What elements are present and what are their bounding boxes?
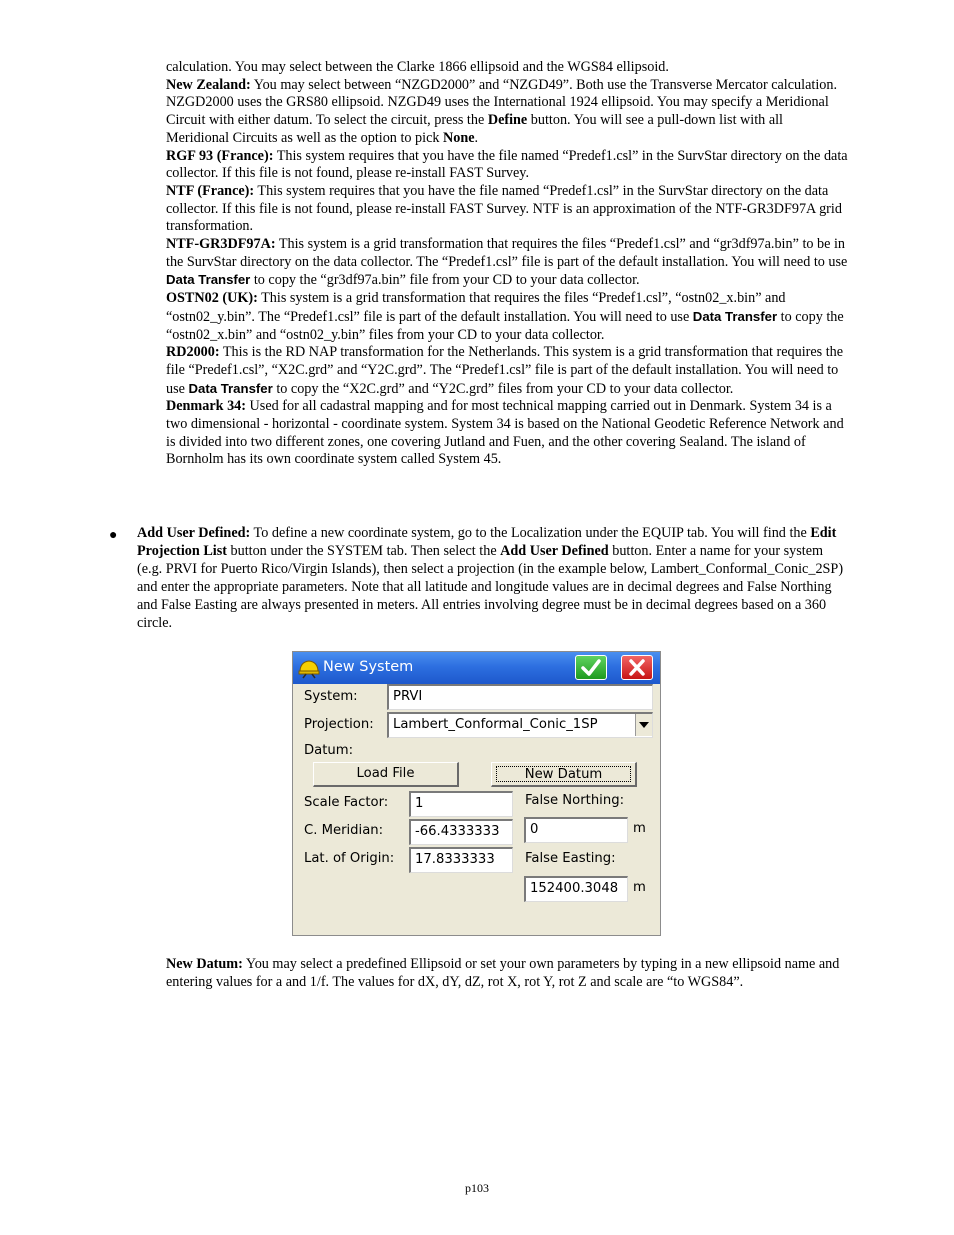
datum-label: Datum: <box>304 743 354 758</box>
bullet-icon: ● <box>109 528 118 543</box>
nz-heading: New Zealand: <box>166 76 251 93</box>
close-icon <box>627 658 647 677</box>
check-icon <box>581 658 601 677</box>
new-datum-button[interactable] <box>491 762 637 787</box>
load-file-button[interactable]: Load File <box>313 762 459 787</box>
rd-heading: RD2000: <box>166 344 220 361</box>
projection-label: Projection: <box>304 717 374 732</box>
dialog-titlebar <box>293 652 660 684</box>
new-system-dialog <box>292 651 661 936</box>
lat-origin-input[interactable]: 17.8333333 <box>409 847 513 873</box>
new-datum-label: New Datum <box>496 766 631 782</box>
false-easting-unit: m <box>633 880 646 895</box>
false-easting-input[interactable]: 152400.3048 <box>524 876 628 902</box>
rgf-heading: RGF 93 (France): <box>166 147 274 164</box>
c-meridian-input[interactable]: -66.4333333 <box>409 819 513 845</box>
projection-value: Lambert_Conformal_Conic_1SP <box>393 717 598 732</box>
dk-heading: Denmark 34: <box>166 398 246 415</box>
chevron-down-icon[interactable] <box>635 714 652 736</box>
new-datum-paragraph: New Datum: You may select a predefined Ellipsoid or set your own parameters by typing in a new ellipsoid name and entering values for a and 1/f. The values for dX, dY, dZ, rot X, rot Y, rot Z and scale are “to WGS84”. <box>166 956 840 990</box>
false-easting-label: False Easting: <box>525 851 616 866</box>
scale-factor-input[interactable]: 1 <box>409 791 513 817</box>
ntfg-heading: NTF-GR3DF97A: <box>166 236 276 253</box>
false-northing-unit: m <box>633 821 646 836</box>
ostn-heading: OSTN02 (UK): <box>166 290 258 307</box>
projection-select[interactable] <box>387 712 653 738</box>
add-user-defined-paragraph: Add User Defined: To define a new coordinate system, go to the Localization under the EQUIP tab. You will find the Edit Projection List button under the SYSTEM tab. Then select the Add User Defined button. Enter a name for your system (e.g. PRVI for Puerto Rico/Virgin Islands), then select a projection (in the example below, Lambert_Conformal_Conic_2SP) and enter the appropriate parameters. Note that all latitude and longitude values are in decimal degrees and False Northing and False Easting are always presented in meters. All entries involving degree must be in decimal degrees based on a 360 circle. <box>137 525 844 631</box>
system-input[interactable]: PRVI <box>387 684 653 710</box>
system-label: System: <box>304 689 358 704</box>
lat-origin-label: Lat. of Origin: <box>304 851 395 866</box>
ntf-heading: NTF (France): <box>166 182 255 199</box>
intro-paragraph: calculation. You may select between the Clarke 1866 ellipsoid and the WGS84 ellipsoid. New Zealand: You may select between “NZGD2000” and “NZGD49”. Both use the Transverse Mercator calculation. NZGD2000 uses the GRS80 ellipsoid. NZGD49 uses the International 1924 ellipsoid. You may specify a Meridional Circuit with either datum. To select the circuit, press the Define button. You will see a pull-down list with all Meridional Circuits as well as the option to pick None. RGF 93 (France): This system requires that you have the file named “Predef1.csl” in the SurvStar directory on the data collector. If this file is not found, please re-install FAST Survey. NTF (France): This system requires that you have the file named “Predef1.csl” in the SurvStar directory on the data collector. If this file is not found, please re-install FAST Survey. NTF is an approximation of the NTF-GR3DF97A grid transformation. NTF-GR3DF97A: This system is a grid transformation that requires the files “Predef1.csl” and “gr3df97a.bin” to be in the SurvStar directory on the data collector. The “Predef1.csl” file is part of the default installation. You will need to use Data Transfer to copy the “gr3df97a.bin” file from your CD to your data collector. OSTN02 (UK): This system is a grid transformation that requires the files “Predef1.csl”, “ostn02_x.bin” and “ostn02_y.bin”. The “Predef1.csl” file is part of the default installation. You will need to use Data Transfer to copy the “ostn02_x.bin” and “ostn02_y.bin” files from your CD to your data collector. RD2000: This is the RD NAP transformation for the Netherlands. This system is a grid transformation that requires the file “Predef1.csl”, “X2C.grd” and “Y2C.grd”. The “Predef1.csl” file is part of the default installation. You will need to use Data Transfer to copy the “X2C.grd” and “Y2C.grd” files from your CD to your data collector. Denmark 34: Used for all cadastral mapping and for most technical mapping carried out in Denmark. System 34 is a two dimensional - horizontal - coordinate system. System 34 is based on the National Geodetic Reference Network and is divided into two different zones, one covering Jutland and Fuen, and the other covering Sealand. The island of Bornholm has its own coordinate system called System 45. <box>166 59 848 468</box>
ok-button[interactable] <box>575 655 607 680</box>
page-number: p103 <box>465 1181 489 1195</box>
scale-factor-label: Scale Factor: <box>304 795 389 810</box>
c-meridian-label: C. Meridian: <box>304 823 384 838</box>
cancel-button[interactable] <box>621 655 653 680</box>
false-northing-label: False Northing: <box>525 793 625 808</box>
dialog-title: New System <box>323 659 414 675</box>
false-northing-input[interactable]: 0 <box>524 817 628 843</box>
hardhat-icon <box>298 657 320 679</box>
